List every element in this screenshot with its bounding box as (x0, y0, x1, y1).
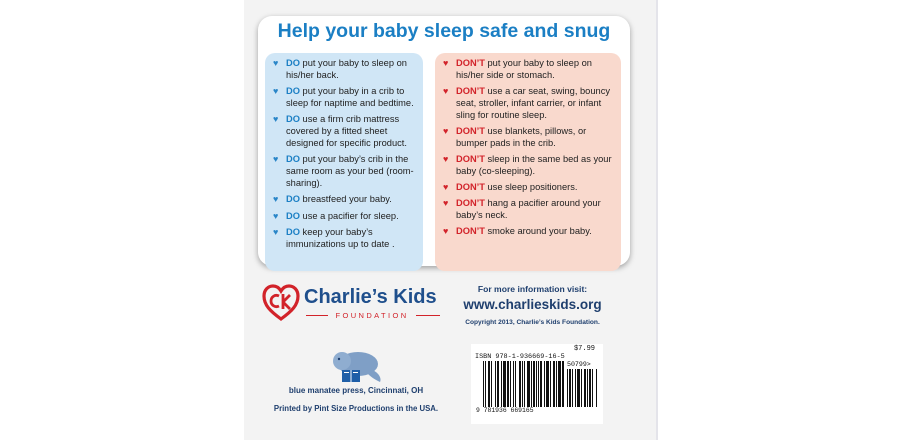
barcode-bar (581, 369, 582, 407)
do-item-text: use a firm crib mattress covered by a fitted sheet designed for specific product. (286, 114, 407, 148)
dont-column (435, 53, 621, 271)
dont-item-text: use sleep positioners. (487, 181, 578, 192)
barcode-bar (567, 369, 568, 407)
dont-keyword: DON’T (456, 181, 485, 192)
do-list (265, 53, 423, 251)
barcode-bar (483, 361, 484, 407)
website-link[interactable]: www.charlieskids.org (463, 297, 602, 312)
barcode-bar (540, 361, 542, 407)
barcode-bar (501, 361, 502, 407)
barcode-bar (596, 369, 597, 407)
heart-ck-icon (262, 284, 300, 322)
cover-edge (656, 0, 658, 440)
dont-list (435, 53, 621, 238)
dont-item (443, 154, 617, 178)
barcode-bar (522, 361, 523, 407)
barcode-bar (589, 369, 591, 407)
barcode-bar (575, 369, 576, 407)
dont-item (443, 126, 617, 150)
blue-heart-icon: ♥ (273, 58, 279, 68)
barcode-bar (577, 369, 580, 407)
isbn-label: ISBN 978-1-936669-16-5 (475, 353, 565, 361)
do-item (273, 211, 419, 223)
blue-heart-icon: ♥ (273, 114, 279, 125)
blue-heart-icon: ♥ (273, 227, 279, 238)
do-keyword: DO (286, 114, 300, 125)
red-heart-icon: ♥ (443, 153, 449, 164)
barcode-bar (592, 369, 593, 407)
price-label: $7.99 (573, 345, 595, 353)
logo-name: Charlie’s Kids (304, 286, 437, 308)
card-title: Help your baby sleep safe and snug (277, 20, 611, 42)
barcode-bar (536, 361, 537, 407)
barcode-bar (538, 361, 539, 407)
do-column (265, 53, 423, 271)
blue-heart-icon: ♥ (273, 154, 279, 165)
do-keyword: DO (286, 227, 300, 238)
barcode-bar (546, 361, 549, 407)
do-item (273, 154, 419, 189)
barcode-bar (503, 361, 506, 407)
dont-item-text: use a car seat, swing, bouncy seat, stroller, infant carrier, or infant sling for routine sleep. (456, 85, 610, 120)
dont-item (443, 198, 617, 222)
barcode-bar (485, 361, 486, 407)
do-item (273, 227, 419, 251)
manatee-reading-icon (328, 348, 384, 386)
logo-foundation: FOUNDATION (335, 311, 409, 320)
barcode-bar (544, 361, 545, 407)
blue-heart-icon: ♥ (273, 194, 279, 205)
info-block (455, 284, 610, 326)
barcode-bar (553, 361, 555, 407)
barcode-bar (527, 361, 530, 407)
addon-number: 50799> (567, 361, 591, 368)
dont-item-text: use blankets, pillows, or bumper pads in the crib. (456, 125, 587, 148)
barcode-bar (550, 361, 551, 407)
dont-item-text: sleep in the same bed as your baby (co-sleeping). (456, 153, 612, 176)
barcode-bar (569, 369, 571, 407)
barcode-bar (510, 361, 511, 407)
red-heart-icon: ♥ (443, 197, 449, 208)
do-item-text: breastfeed your baby. (302, 194, 392, 205)
barcode-bar (497, 361, 499, 407)
blue-heart-icon: ♥ (273, 86, 279, 97)
do-item-text: put your baby to sleep on his/her back. (286, 58, 407, 80)
copyright: Copyright 2013, Charlie’s Kids Foundation. (465, 319, 600, 326)
isbn-barcode (471, 344, 603, 424)
barcode-bar (495, 361, 496, 407)
red-heart-icon: ♥ (443, 181, 449, 192)
barcode-bar (524, 361, 525, 407)
do-item-text: keep your baby’s immunizations up to date . (286, 227, 395, 249)
dont-keyword: DON’T (456, 153, 485, 164)
ean-number: 9 781936 669165 (476, 407, 534, 414)
barcode-bar (515, 361, 516, 407)
barcode-bar (556, 361, 557, 407)
do-item (273, 58, 419, 82)
barcode-bar (519, 361, 521, 407)
do-item (273, 194, 419, 206)
do-keyword: DO (286, 154, 300, 165)
logo-rule-right (416, 315, 440, 316)
dont-item (443, 86, 617, 121)
charlies-kids-logo (262, 284, 447, 324)
dont-keyword: DON’T (456, 225, 485, 236)
safe-sleep-card (258, 16, 630, 266)
barcode-bar (533, 361, 535, 407)
red-heart-icon: ♥ (443, 85, 449, 96)
blue-heart-icon: ♥ (273, 210, 279, 221)
barcode-bar (587, 369, 588, 407)
do-item (273, 86, 419, 110)
red-heart-icon: ♥ (443, 125, 449, 136)
barcode-bar (507, 361, 509, 407)
dont-keyword: DON’T (456, 58, 485, 68)
printer-line: Printed by Pint Size Productions in the USA. (273, 404, 439, 413)
do-keyword: DO (286, 210, 300, 221)
do-item (273, 114, 419, 149)
addon-bars (567, 369, 597, 407)
dont-keyword: DON’T (456, 125, 485, 136)
barcode-bar (584, 369, 586, 407)
dont-item (443, 226, 617, 238)
barcode-bar (558, 361, 561, 407)
dont-keyword: DON’T (456, 85, 485, 96)
do-item-text: use a pacifier for sleep. (302, 210, 399, 221)
do-item-text: put your baby’s crib in the same room as your bed (room-sharing). (286, 154, 414, 188)
do-keyword: DO (286, 86, 300, 97)
publisher-press: blue manatee press, Cincinnati, OH (288, 386, 424, 395)
dont-item (443, 58, 617, 82)
dont-keyword: DON’T (456, 197, 485, 208)
red-heart-icon: ♥ (443, 58, 449, 68)
do-keyword: DO (286, 58, 300, 68)
red-heart-icon: ♥ (443, 225, 449, 236)
barcode-bar (513, 361, 514, 407)
dont-item-text: hang a pacifier around your baby’s neck. (456, 197, 601, 220)
dont-item-text: put your baby to sleep on his/her side or stomach. (456, 58, 592, 80)
dont-item (443, 182, 617, 194)
dont-item-text: smoke around your baby. (487, 225, 592, 236)
ean-bars (483, 361, 565, 407)
barcode-bar (531, 361, 532, 407)
barcode-bar (491, 361, 492, 407)
info-visit: For more information visit: (477, 284, 588, 294)
barcode-bar (488, 361, 490, 407)
barcode-bar (572, 369, 573, 407)
do-item-text: put your baby in a crib to sleep for naptime and bedtime. (286, 86, 414, 108)
do-keyword: DO (286, 194, 300, 205)
barcode-bar (562, 361, 564, 407)
